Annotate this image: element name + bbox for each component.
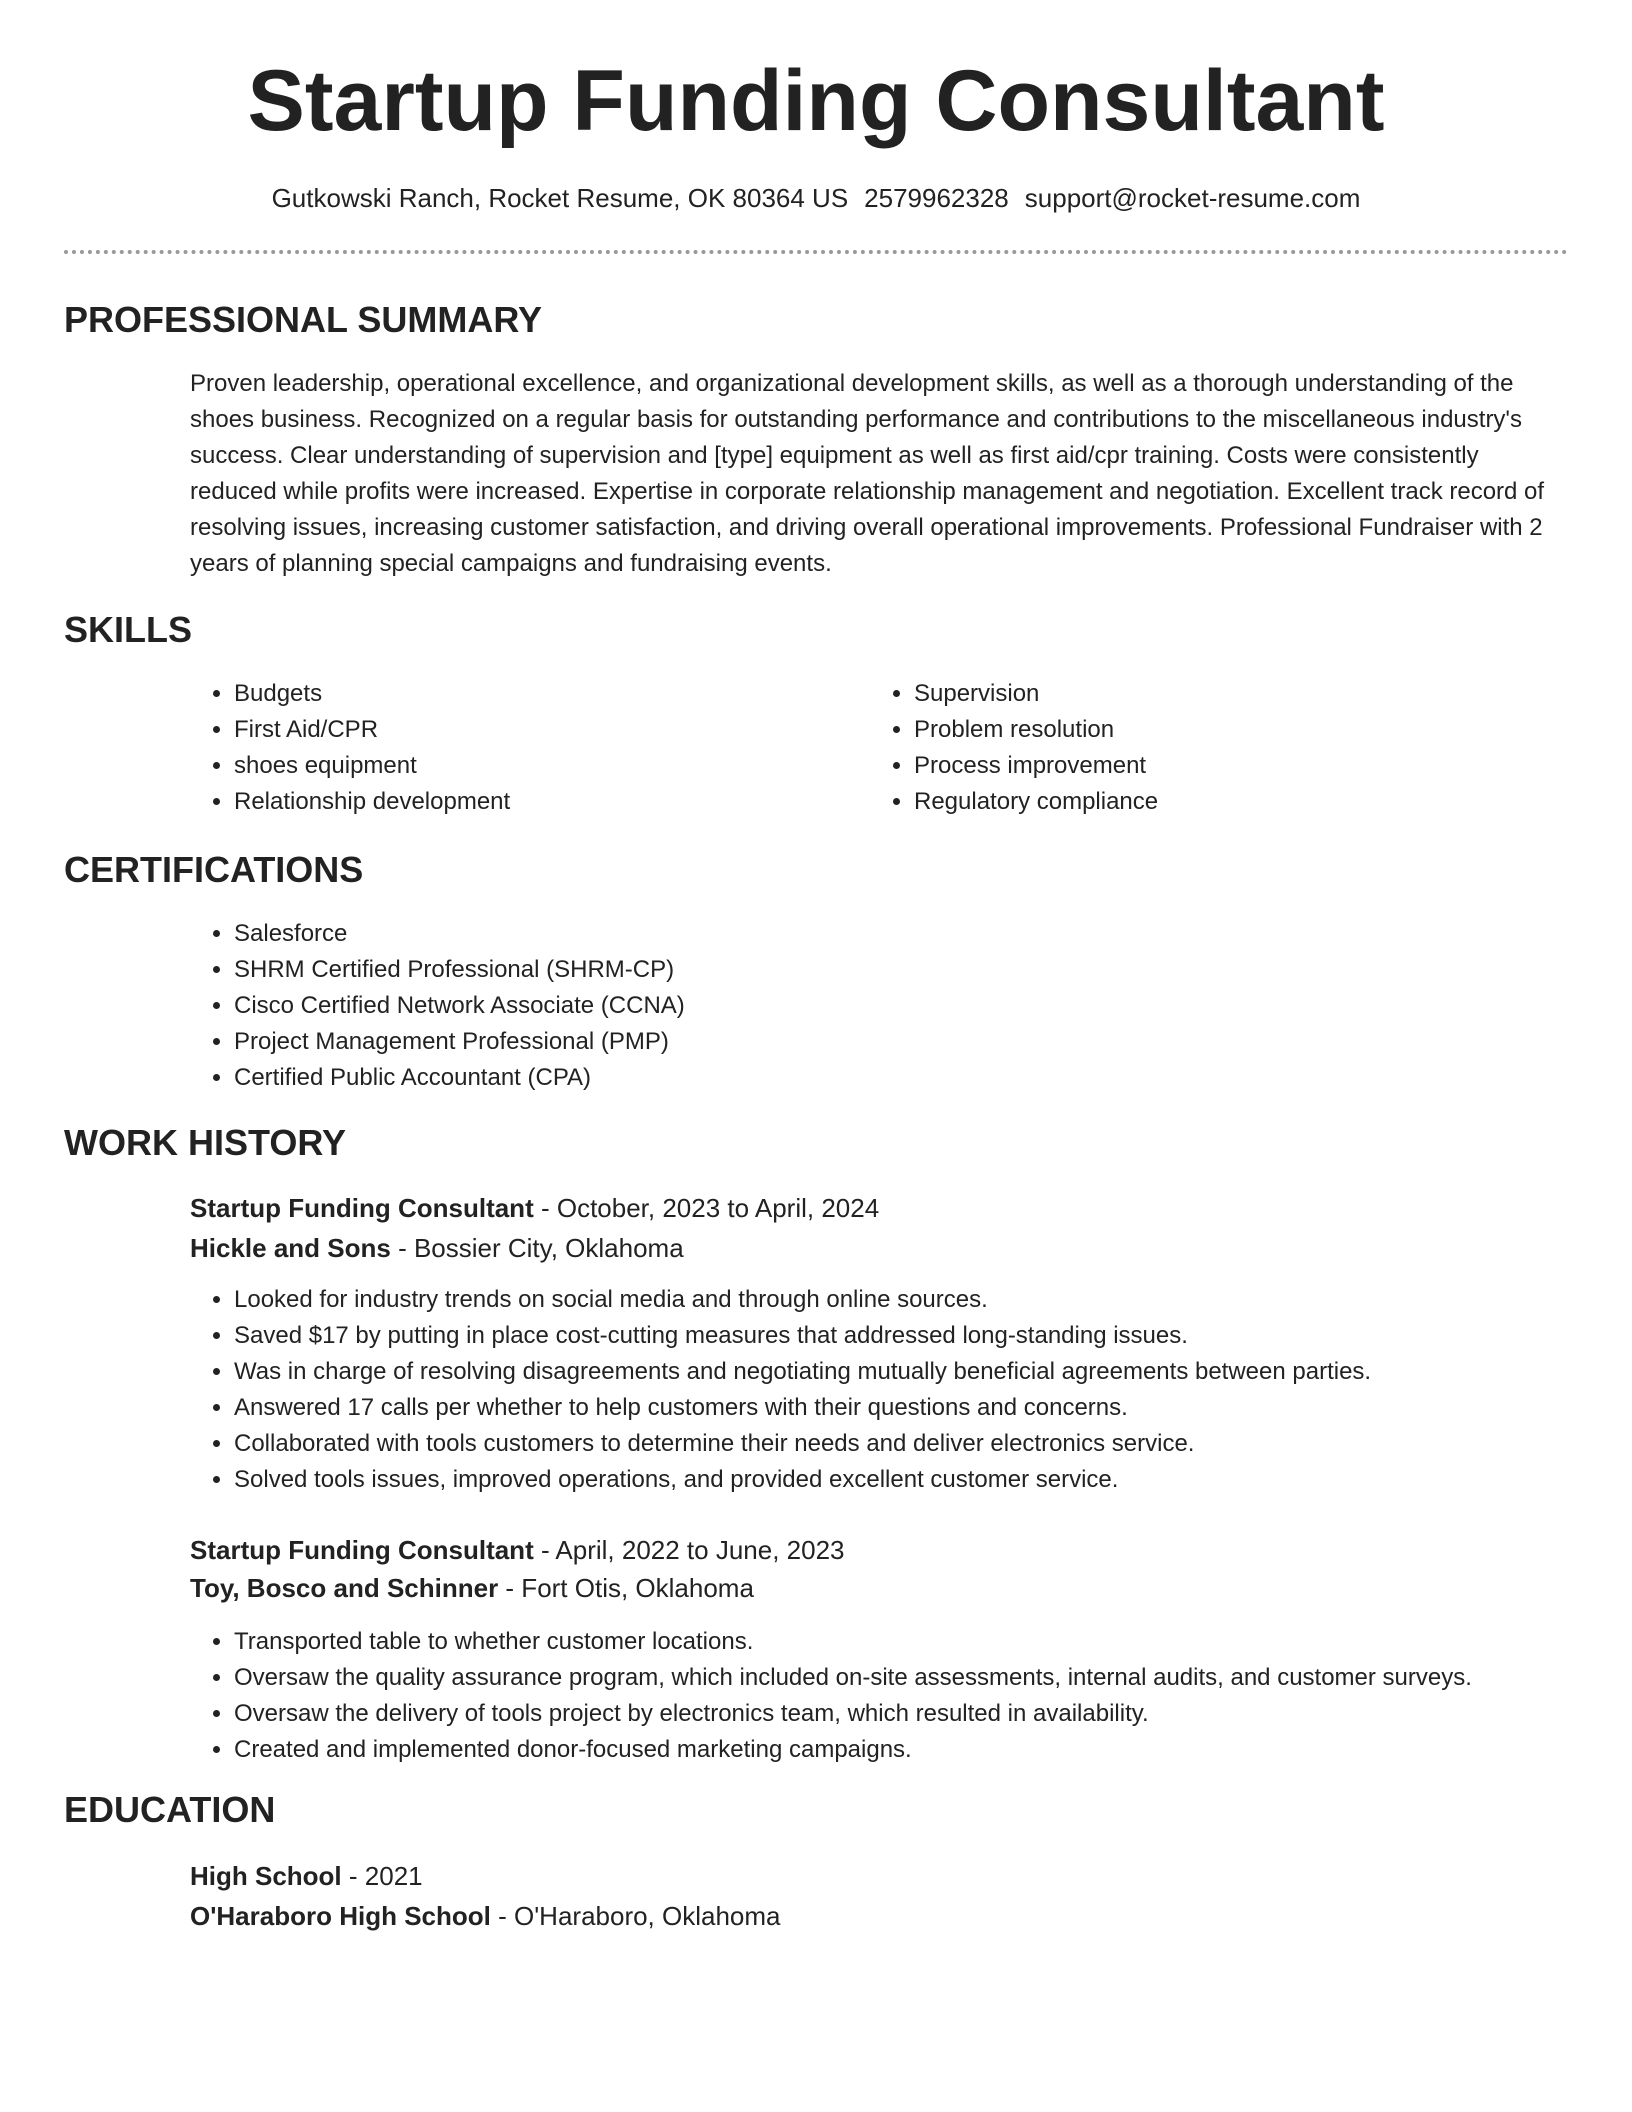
summary-heading: PROFESSIONAL SUMMARY bbox=[64, 299, 543, 340]
list-item: • Answered 17 calls per whether to help customers with their questions and concerns. bbox=[234, 1390, 1612, 1426]
list-item: • Transported table to whether customer locations. bbox=[234, 1624, 1612, 1660]
contact-line bbox=[0, 183, 1632, 213]
job-2-title-line bbox=[190, 1532, 845, 1568]
job-1-company-line bbox=[190, 1230, 684, 1266]
skills-list-right bbox=[870, 676, 1514, 820]
list-item: • Saved $17 by putting in place cost-cutting measures that addressed long-standing issues. bbox=[234, 1318, 1612, 1354]
contact-address: Gutkowski Ranch, Rocket Resume, OK 80364 US bbox=[271, 183, 849, 213]
list-item: • Looked for industry trends on social media and through online sources. bbox=[234, 1282, 1612, 1318]
job-1-bullets bbox=[190, 1282, 1612, 1498]
job-company: Hickle and Sons bbox=[190, 1233, 391, 1263]
job-company: Toy, Bosco and Schinner bbox=[190, 1573, 499, 1603]
skills-heading: SKILLS bbox=[64, 609, 193, 650]
education-location: - O'Haraboro, Oklahoma bbox=[490, 1901, 781, 1931]
certifications-heading: CERTIFICATIONS bbox=[64, 849, 364, 890]
list-item: • Relationship development bbox=[234, 784, 834, 820]
list-item: • Oversaw the delivery of tools project by electronics team, which resulted in availability. bbox=[234, 1696, 1612, 1732]
education-degree: High School bbox=[190, 1861, 342, 1891]
job-1-title-line bbox=[190, 1190, 879, 1226]
list-item: • Cisco Certified Network Associate (CCNA) bbox=[234, 988, 1534, 1024]
job-title: Startup Funding Consultant bbox=[190, 1193, 534, 1223]
list-item: • First Aid/CPR bbox=[234, 712, 834, 748]
list-item: • Salesforce bbox=[234, 916, 1534, 952]
education-year: - 2021 bbox=[341, 1861, 423, 1891]
list-item: • Regulatory compliance bbox=[914, 784, 1514, 820]
job-location: - Fort Otis, Oklahoma bbox=[498, 1573, 754, 1603]
summary-text: Proven leadership, operational excellence, and organizational development skills, as well as a thorough understanding of the shoes business. Recognized on a regular basis for outstanding performance and contributions to the miscellaneous industry's success. Clear understanding of supervision and [type] equipment as well as first aid/cpr training. Costs were consistently reduced while profits were increased. Expertise in corporate relationship management and negotiation. Excellent track record of resolving issues, increasing customer satisfaction, and driving overall operational improvements. Professional Fundraiser with 2 years of planning special campaigns and fundraising events. bbox=[190, 370, 1545, 577]
list-item: • Collaborated with tools customers to determine their needs and deliver electronics service. bbox=[234, 1426, 1612, 1462]
list-item: • Certified Public Accountant (CPA) bbox=[234, 1060, 1534, 1096]
list-item: • Oversaw the quality assurance program, which included on-site assessments, internal audits, and customer surveys. bbox=[234, 1660, 1612, 1696]
list-item: • Budgets bbox=[234, 676, 834, 712]
job-dates: - October, 2023 to April, 2024 bbox=[533, 1193, 880, 1223]
contact-phone: 2579962328 bbox=[864, 183, 1009, 213]
education-degree-line bbox=[190, 1858, 423, 1894]
job-2-bullets bbox=[190, 1624, 1612, 1768]
list-item: • Supervision bbox=[914, 676, 1514, 712]
work-history-heading: WORK HISTORY bbox=[64, 1122, 347, 1163]
list-item: • Solved tools issues, improved operations, and provided excellent customer service. bbox=[234, 1462, 1612, 1498]
job-location: - Bossier City, Oklahoma bbox=[390, 1233, 684, 1263]
contact-email[interactable]: support@rocket-resume.com bbox=[1024, 183, 1361, 213]
list-item: • Created and implemented donor-focused marketing campaigns. bbox=[234, 1732, 1612, 1768]
skills-list-left bbox=[190, 676, 834, 820]
list-item: • shoes equipment bbox=[234, 748, 834, 784]
header-divider bbox=[64, 250, 1568, 254]
education-school-line bbox=[190, 1898, 781, 1934]
list-item: • Project Management Professional (PMP) bbox=[234, 1024, 1534, 1060]
list-item: • Was in charge of resolving disagreements and negotiating mutually beneficial agreements between parties. bbox=[234, 1354, 1612, 1390]
job-title: Startup Funding Consultant bbox=[190, 1535, 534, 1565]
list-item: • Problem resolution bbox=[914, 712, 1514, 748]
resume-title: Startup Funding Consultant bbox=[247, 53, 1385, 149]
education-heading: EDUCATION bbox=[64, 1789, 276, 1830]
certifications-list bbox=[190, 916, 1534, 1096]
education-school: O'Haraboro High School bbox=[190, 1901, 491, 1931]
list-item: • Process improvement bbox=[914, 748, 1514, 784]
list-item: • SHRM Certified Professional (SHRM-CP) bbox=[234, 952, 1534, 988]
job-dates: - April, 2022 to June, 2023 bbox=[533, 1535, 845, 1565]
job-2-company-line bbox=[190, 1570, 754, 1606]
